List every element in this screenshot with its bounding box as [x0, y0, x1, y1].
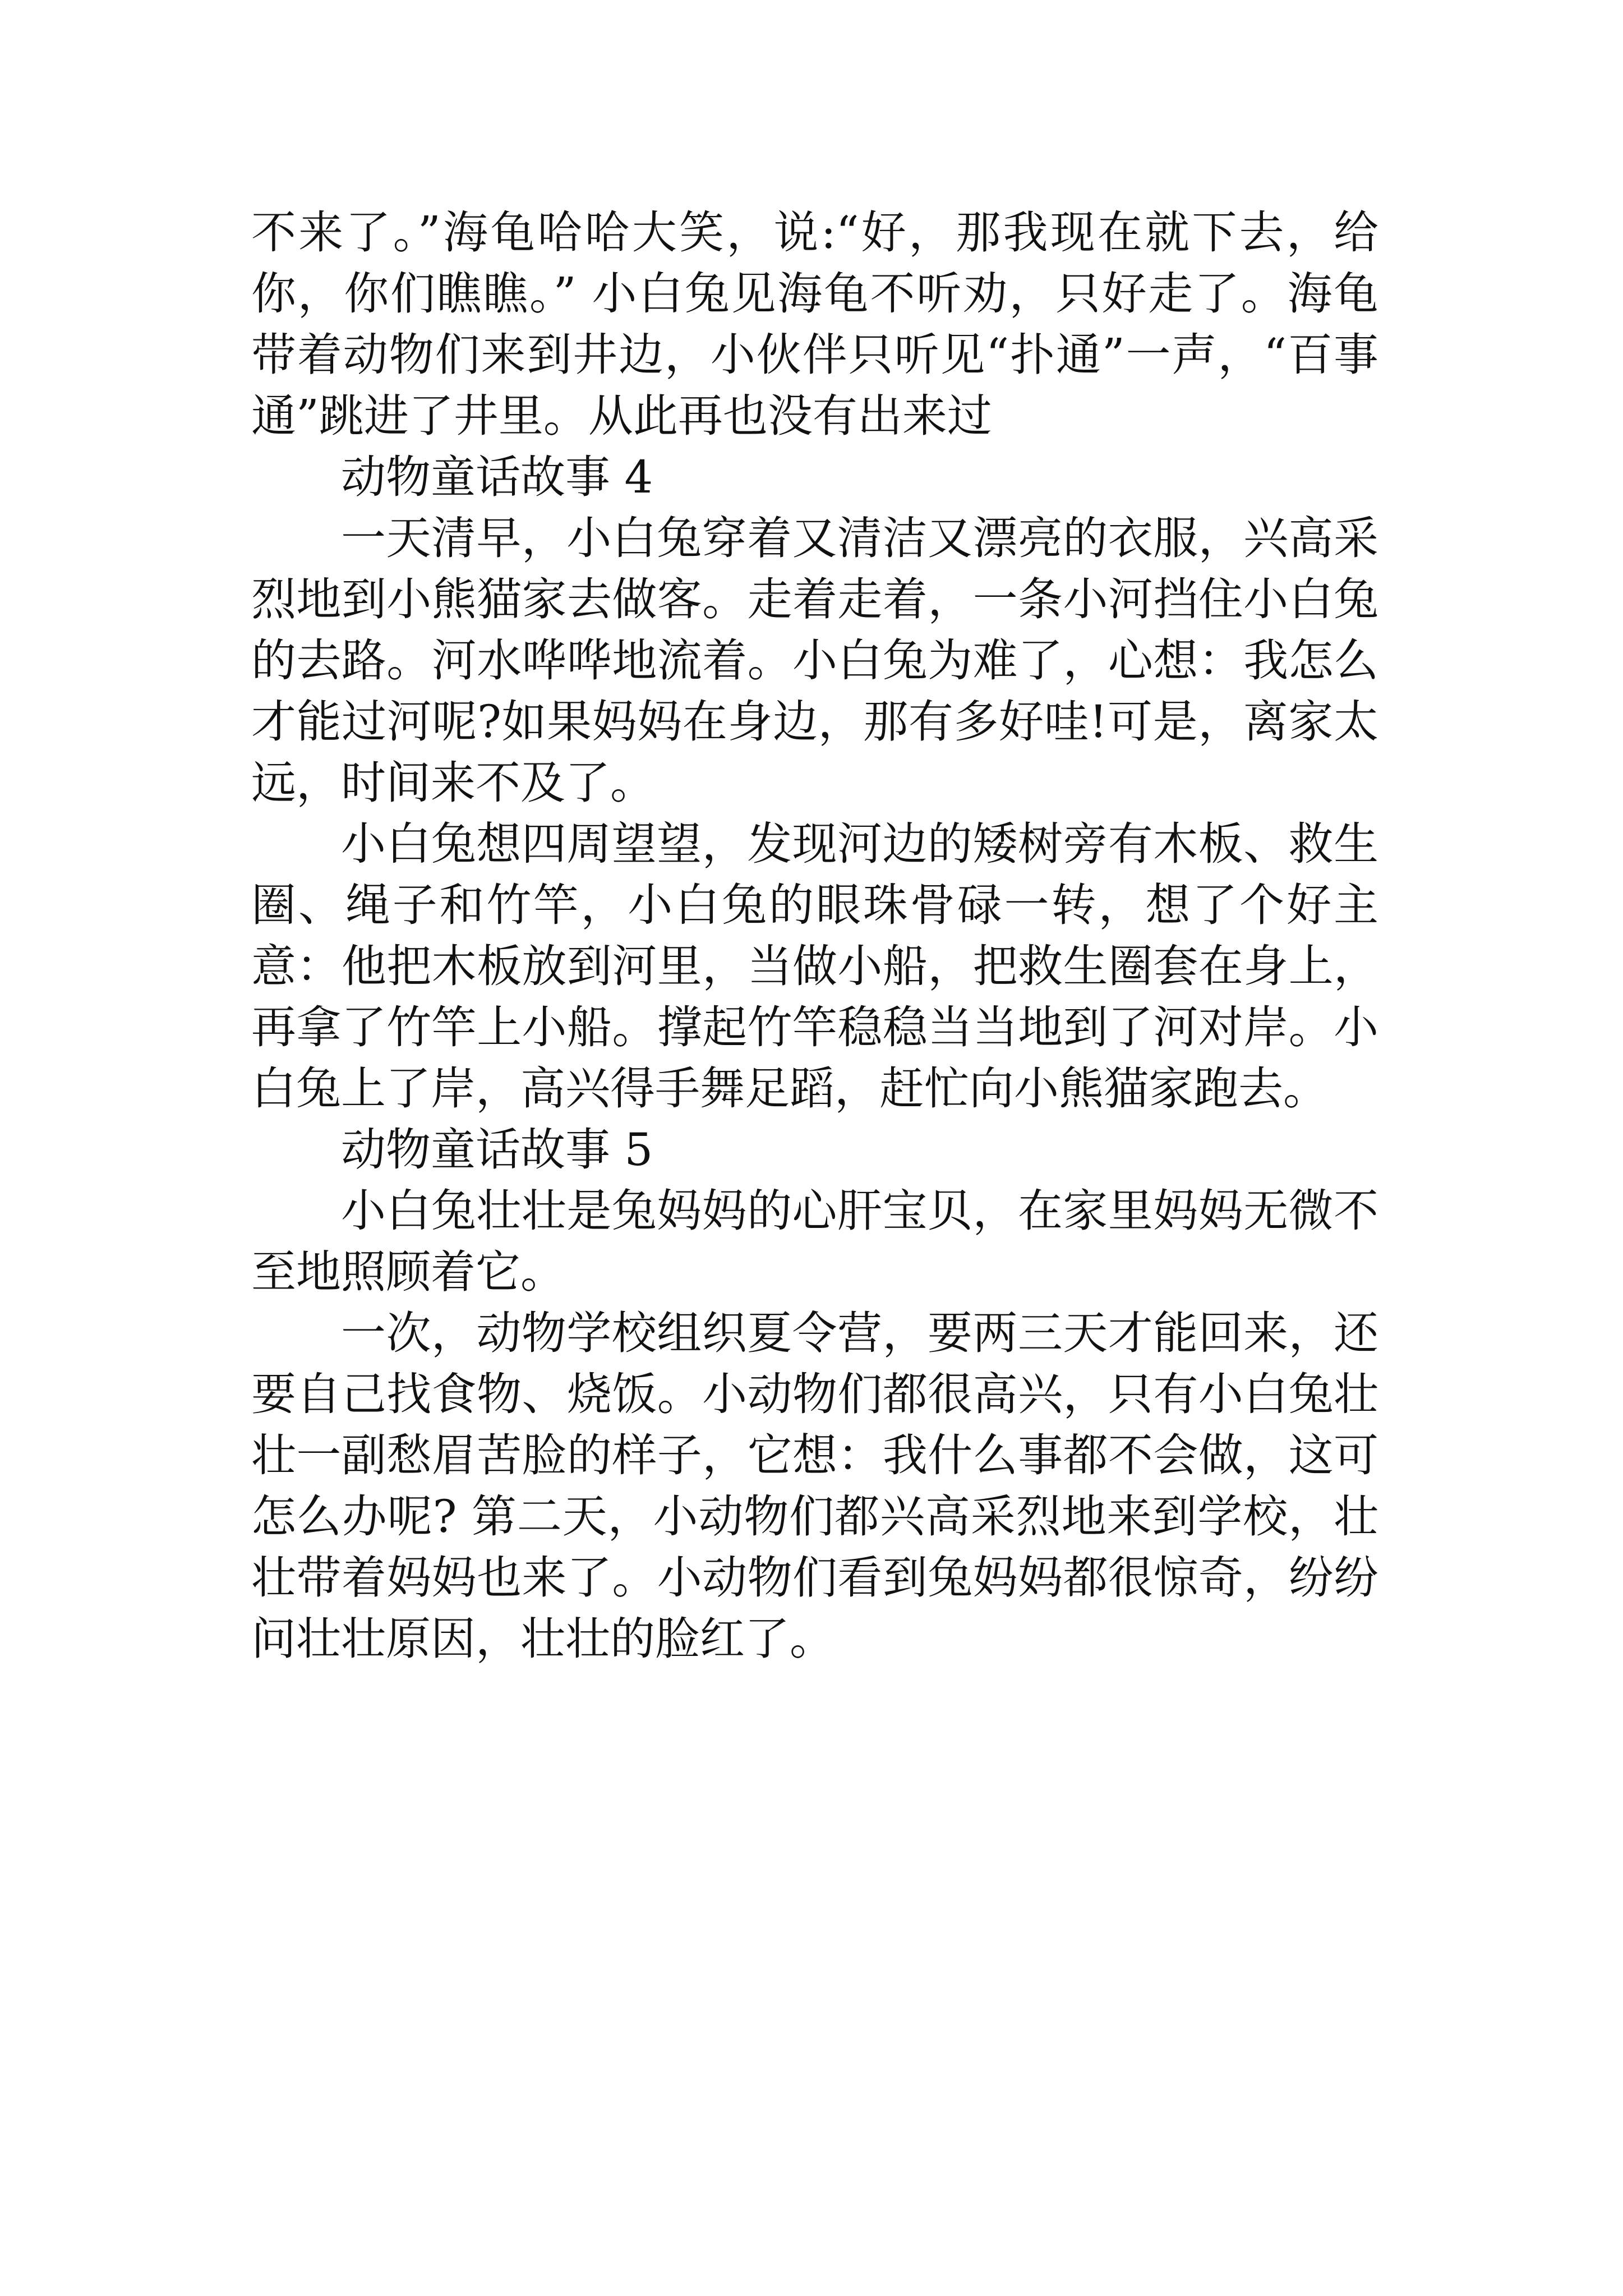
story5-heading: 动物童话故事 5	[341, 1124, 653, 1176]
story4-heading: 动物童话故事 4	[341, 451, 653, 503]
paragraph-story4-part1: 一天清早，小白兔穿着又清洁又漂亮的衣服，兴高采烈地到小熊猫家去做客。走着走着，一条小河挡住小白兔的去路。河水哗哗地流着。小白兔为难了，心想：我怎么才能过河呢?如果妈妈在身边，那有多好哇!可是，离家太远，时间来不及了。	[251, 512, 1378, 809]
paragraph-story3-ending: 不来了。”海龟哈哈大笑，说:“好，那我现在就下去，给你，你们瞧瞧。” 小白兔见海龟不听劝，只好走了。海龟带着动物们来到井边，小伙伴只听见“扑通”一声，“百事通”跳进了井里。从此再也没有出来过	[251, 206, 1378, 442]
document-page	[251, 202, 1378, 1669]
paragraph-story5-part2: 一次，动物学校组织夏令营，要两三天才能回来，还要自己找食物、烧饭。小动物们都很高兴，只有小白兔壮壮一副愁眉苦脸的样子，它想：我什么事都不会做，这可怎么办呢? 第二天，小动物们都兴高采烈地来到学校，壮壮带着妈妈也来了。小动物们看到兔妈妈都很惊奇，纷纷问壮壮原因，壮壮的脸红了。	[251, 1307, 1378, 1665]
paragraph-story5-part1: 小白兔壮壮是兔妈妈的心肝宝贝，在家里妈妈无微不至地照顾着它。	[251, 1185, 1378, 1298]
paragraph-story4-part2: 小白兔想四周望望，发现河边的矮树旁有木板、救生圈、绳子和竹竿，小白兔的眼珠骨碌一转，想了个好主意：他把木板放到河里，当做小船，把救生圈套在身上，再拿了竹竿上小船。撑起竹竿稳稳当当地到了河对岸。小白兔上了岸，高兴得手舞足蹈，赶忙向小熊猫家跑去。	[251, 818, 1378, 1115]
